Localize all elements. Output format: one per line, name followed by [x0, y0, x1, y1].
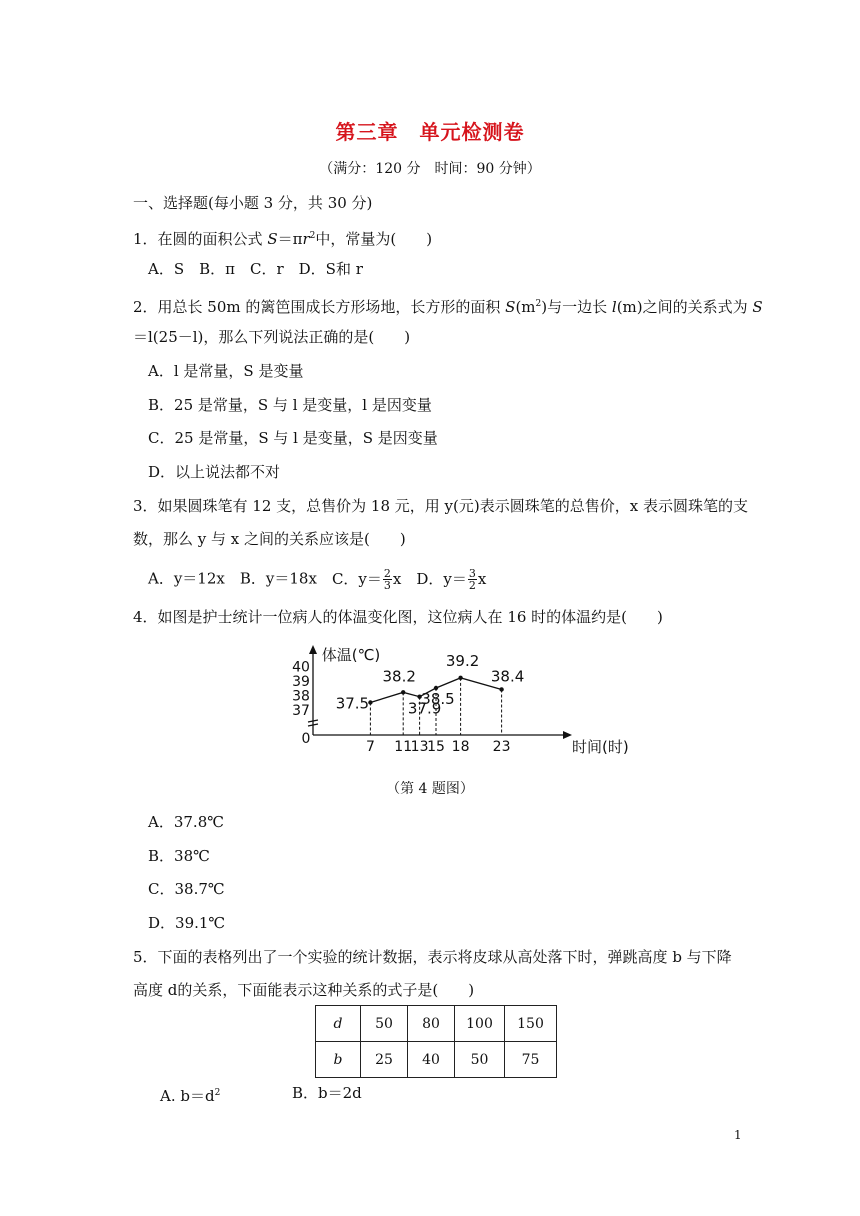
q2-exponent: 2: [535, 299, 542, 309]
q2-option-d: D．以上说法都不对: [148, 463, 281, 481]
fraction-numerator: 2: [383, 567, 391, 580]
section-heading: 一、选择题(每小题 3 分，共 30 分): [133, 194, 373, 212]
question-5-line-2: 高度 d的关系，下面能表示这种关系的式子是( ): [133, 981, 475, 999]
table-cell: 50: [455, 1042, 505, 1078]
q2-option-a: A．l 是常量，S 是变量: [148, 362, 304, 380]
q1-text-end: 中，常量为( ): [315, 230, 433, 248]
x-tick-label: 7: [365, 739, 375, 755]
x-tick-label: 13: [410, 739, 429, 755]
cell-text: d: [333, 1015, 343, 1032]
q4-option-a: A．37.8℃: [148, 813, 225, 831]
q3-option-d-pre: D．y＝: [416, 569, 467, 588]
q4-option-c: C．38.7℃: [148, 880, 225, 898]
q2-text: 2．用总长 50m 的篱笆围成长方形场地，长方形的面积: [133, 298, 506, 316]
q3-option-c-pre: C．y＝: [331, 569, 382, 588]
y-tick-label: 40: [292, 659, 310, 676]
temperature-chart: [280, 638, 629, 774]
fraction-numerator: 3: [468, 567, 476, 580]
q3-option-d: [416, 567, 487, 592]
q5-option-a: [160, 1083, 220, 1106]
data-label: 38.2: [382, 667, 416, 686]
q2-var-s2: S: [752, 298, 763, 316]
table-row: [316, 1042, 557, 1078]
exam-meta: （满分：120 分 时间：90 分钟）: [319, 161, 541, 177]
q3-option-c-post: x: [392, 569, 402, 588]
q2-text-end: (m)之间的关系式为: [616, 298, 753, 316]
q1-text: 1．在圆的面积公式: [133, 230, 268, 248]
fraction-denominator: 2: [468, 579, 476, 592]
data-point: [401, 690, 405, 694]
figure-caption: （第 4 题图）: [386, 781, 474, 797]
q1-var-r: r: [302, 230, 310, 248]
origin-label: 0: [301, 731, 311, 747]
x-tick-label: 23: [492, 739, 511, 755]
fraction: [383, 568, 392, 591]
q4-option-b: B．38℃: [148, 847, 210, 865]
y-axis-arrow: [309, 645, 317, 654]
x-tick-label: 15: [427, 739, 445, 755]
data-label: 37.5: [335, 694, 370, 713]
question-4: 4．如图是护士统计一位病人的体温变化图，这位病人在 16 时的体温约是( ): [133, 608, 663, 626]
data-table: [315, 1005, 557, 1078]
q5-option-b: B．b＝2d: [292, 1084, 362, 1102]
y-tick-label: 38: [292, 688, 310, 705]
x-tick-label: 11: [394, 739, 413, 755]
q2-text-mid: )与一边长: [541, 298, 612, 316]
q1-eq: ＝π: [277, 230, 303, 248]
question-2-line-2: ＝l(25－l)，那么下列说法正确的是( ): [133, 328, 411, 346]
table-cell: 150: [505, 1006, 557, 1042]
question-3-line-1: 3．如果圆珠笔有 12 支，总售价为 18 元，用 y(元)表示圆珠笔的总售价，x 表示圆珠笔的支: [133, 497, 748, 515]
data-label: 37.9: [407, 699, 442, 718]
x-tick-label: 18: [451, 739, 470, 755]
question-5-line-1: 5．下面的表格列出了一个实验的统计数据，表示将皮球从高处落下时，弹跳高度 b 与下降: [133, 948, 732, 966]
table-cell: 75: [505, 1042, 557, 1078]
table-cell: 50: [361, 1006, 408, 1042]
data-label: 38.4: [490, 667, 525, 686]
q2-option-b: B．25 是常量，S 与 l 是变量，l 是因变量: [148, 396, 432, 414]
q3-option-b: B．y＝18x: [239, 569, 317, 588]
page-title: 第三章 单元检测卷: [335, 120, 525, 144]
data-point: [499, 687, 503, 691]
q2-var-s: S: [505, 298, 516, 316]
table-cell: [316, 1042, 361, 1078]
x-axis-label: 时间(时): [572, 738, 629, 756]
q5-option-a-text: A. b＝d: [160, 1087, 215, 1105]
cell-text: b: [333, 1051, 343, 1068]
q3-option-a: A．y＝12x: [148, 569, 225, 588]
data-point: [458, 676, 462, 680]
question-1: [133, 226, 432, 249]
q2-option-c: C．25 是常量，S 与 l 是变量，S 是因变量: [148, 429, 438, 447]
question-2-line-1: [133, 294, 763, 317]
q1-options: A．S B．π C．r D．S和 r: [148, 260, 363, 278]
q1-exponent: 2: [309, 231, 316, 241]
y-tick-label: 37: [292, 702, 310, 719]
q4-option-d: D．39.1℃: [148, 914, 226, 932]
data-label: 38.5: [421, 690, 455, 708]
q2-var-l: l: [611, 298, 617, 316]
q3-option-d-post: x: [477, 569, 487, 588]
q2-unit: (m: [515, 298, 536, 316]
q5-option-a-exponent: 2: [214, 1088, 221, 1098]
page-number: 1: [734, 1128, 742, 1142]
table-row: [316, 1006, 557, 1042]
table-cell: 40: [408, 1042, 455, 1078]
question-3-line-2: 数，那么 y 与 x 之间的关系应该是( ): [133, 530, 406, 548]
q3-options: [148, 568, 486, 591]
x-axis-arrow: [563, 731, 572, 739]
table-cell: 100: [455, 1006, 505, 1042]
y-axis-label: 体温(℃): [321, 646, 381, 664]
fraction-denominator: 3: [383, 579, 391, 592]
table-cell: [316, 1006, 361, 1042]
q3-option-c: [331, 567, 402, 592]
table-cell: 80: [408, 1006, 455, 1042]
data-label: 39.2: [445, 651, 480, 670]
table-cell: 25: [361, 1042, 408, 1078]
q1-var-s: S: [267, 230, 278, 248]
fraction: [468, 568, 477, 591]
y-tick-label: 39: [292, 673, 310, 690]
